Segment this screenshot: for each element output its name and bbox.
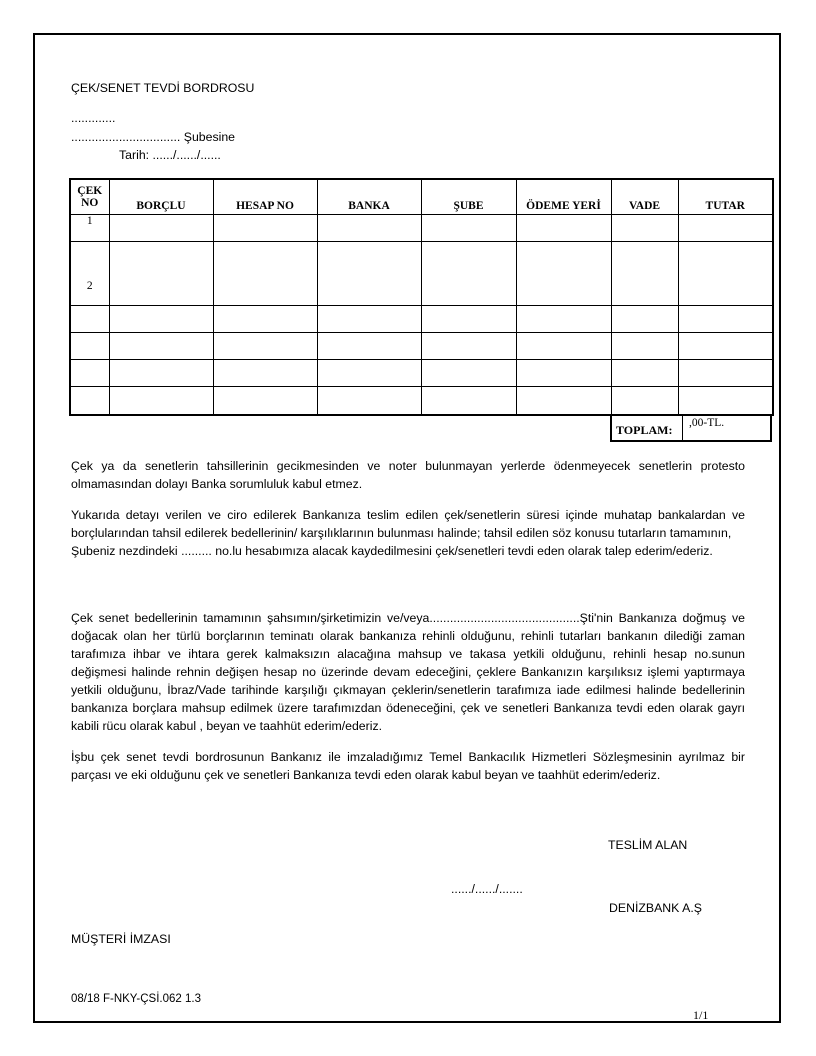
col-header-tutar: TUTAR <box>678 179 773 215</box>
total-value[interactable]: ,00-TL. <box>689 417 725 429</box>
table-cell[interactable] <box>516 306 611 333</box>
table-cell[interactable] <box>213 306 317 333</box>
paragraph-liability: Çek ya da senetlerin tahsillerinin gecikmesinden ve noter bulunmayan yerlerde ödenmeyecek senetlerin protesto olmamasından dolayı Banka sorumluluk kabul etmez. <box>71 459 745 491</box>
bank-name: DENİZBANK A.Ş <box>609 901 702 915</box>
table-cell[interactable] <box>421 387 516 415</box>
row-number <box>70 333 109 360</box>
col-header-banka: BANKA <box>317 179 421 215</box>
table-cell[interactable] <box>678 360 773 387</box>
addressee-line: ............. <box>71 111 116 125</box>
table-cell[interactable] <box>516 215 611 242</box>
form-code: 08/18 F-NKY-ÇSİ.062 1.3 <box>71 993 201 1005</box>
table-cell[interactable] <box>516 387 611 415</box>
table-cell[interactable] <box>317 333 421 360</box>
table-cell[interactable] <box>421 306 516 333</box>
form-title: ÇEK/SENET TEVDİ BORDROSU <box>71 81 255 95</box>
table-cell[interactable] <box>317 306 421 333</box>
row-number: 1 <box>70 215 109 242</box>
table-cell[interactable] <box>516 333 611 360</box>
row-number: 2 <box>70 242 109 306</box>
table-cell[interactable] <box>516 242 611 306</box>
table-row <box>70 387 773 415</box>
table-cell[interactable] <box>611 360 678 387</box>
table-cell[interactable] <box>421 333 516 360</box>
table-cell[interactable] <box>678 306 773 333</box>
table-cell[interactable] <box>109 360 213 387</box>
page-number: 1/1 <box>693 1008 709 1022</box>
signature-date: ....../....../....... <box>451 882 523 896</box>
paragraph-collection-b: Şubeniz nezdindeki ......... no.lu hesabımıza alacak kaydedilmesini çek/senetleri tevdi eden olarak talep ederim/ederiz. <box>71 544 713 558</box>
table-header-row <box>70 179 773 215</box>
table-cell[interactable] <box>678 333 773 360</box>
table-cell[interactable] <box>317 215 421 242</box>
table-cell[interactable] <box>678 387 773 415</box>
table-cell[interactable] <box>678 242 773 306</box>
row-number <box>70 306 109 333</box>
table-row <box>70 242 773 306</box>
table-cell[interactable] <box>109 215 213 242</box>
table-cell[interactable] <box>109 306 213 333</box>
table-cell[interactable] <box>421 360 516 387</box>
total-label: TOPLAM: <box>612 416 683 440</box>
table-cell[interactable] <box>516 360 611 387</box>
table-cell[interactable] <box>611 333 678 360</box>
table-cell[interactable] <box>611 242 678 306</box>
col-header-cek-no: ÇEK NO <box>70 179 109 215</box>
table-cell[interactable] <box>213 333 317 360</box>
row-number <box>70 360 109 387</box>
paragraph-pledge: Çek senet bedellerinin tamamının şahsımın/şirketimizin ve/veya............................................Şti'nin Bankanıza doğmuş ve doğacak olan her türlü borçlarının teminatı olarak bankanıza rehinli olduğunu, rehinli tutarları bankanın dilediği zaman tarafımıza ihbar ve ihtara gerek kalmaksızın alacağına mahsup ve takasa yetkili olduğunu, rehinli hesap no.sunun değişmesi halinde rehnin değişen hesap no üzerinde devam edeceğini, çeklere Bankanızın karşılıksız işlemi yaptırmaya yetkili olduğunu, İbraz/Vade tarihinde karşılığı çıkmayan çeklerin/senetlerin tarafımıza iade edilmesi halinde bedellerinin bankanıza borçlara mahsup edilmek üzere tarafımızdan ödeneceğini, çek ve senetleri Bankanıza tevdi eden olarak gayrı kabili rücu olarak kabul , beyan ve taahhüt ederim/ederiz. <box>71 611 745 733</box>
table-cell[interactable] <box>678 215 773 242</box>
table-cell[interactable] <box>421 215 516 242</box>
customer-signature-label: MÜŞTERİ İMZASI <box>71 932 171 946</box>
table-cell[interactable] <box>611 215 678 242</box>
table-row <box>70 215 773 242</box>
table-cell[interactable] <box>317 242 421 306</box>
table-cell[interactable] <box>421 242 516 306</box>
paragraph-agreement: İşbu çek senet tevdi bordrosunun Bankanız ile imzaladığımız Temel Bankacılık Hizmetleri Sözleşmesinin ayrılmaz bir parçası ve eki olduğunu çek ve senetleri Bankanıza tevdi eden olarak kabul beyan ve taahhüt ederim/ederiz. <box>71 750 745 782</box>
row-number <box>70 387 109 415</box>
col-header-odeme-yeri: ÖDEME YERİ <box>516 179 611 215</box>
col-header-borclu: BORÇLU <box>109 179 213 215</box>
table-cell[interactable] <box>109 242 213 306</box>
receiver-label: TESLİM ALAN <box>608 838 688 852</box>
date-line: Tarih: ....../....../...... <box>119 148 221 162</box>
col-header-sube: ŞUBE <box>421 179 516 215</box>
table-cell[interactable] <box>213 215 317 242</box>
table-cell[interactable] <box>213 360 317 387</box>
table-row <box>70 360 773 387</box>
cheque-table <box>69 178 774 416</box>
table-row <box>70 333 773 360</box>
table-cell[interactable] <box>109 387 213 415</box>
branch-line: ................................ Şubesine <box>71 130 236 144</box>
table-cell[interactable] <box>213 242 317 306</box>
table-cell[interactable] <box>213 387 317 415</box>
table-cell[interactable] <box>611 387 678 415</box>
paragraph-collection-a: Yukarıda detayı verilen ve ciro edilerek Bankanıza teslim edilen çek/senetlerin süresi içinde muhatap bankalardan ve borçlularından tahsil edilerek bedellerinin/ karşılıklarının bulunması halinde; tahsil edilen söz konusu tutarların tamamının, <box>71 508 745 540</box>
table-cell[interactable] <box>317 387 421 415</box>
table-cell[interactable] <box>109 333 213 360</box>
table-row <box>70 306 773 333</box>
col-header-vade: VADE <box>611 179 678 215</box>
paragraph-collection <box>71 506 745 560</box>
table-cell[interactable] <box>317 360 421 387</box>
table-cell[interactable] <box>611 306 678 333</box>
col-header-hesap-no: HESAP NO <box>213 179 317 215</box>
total-box <box>610 414 772 442</box>
